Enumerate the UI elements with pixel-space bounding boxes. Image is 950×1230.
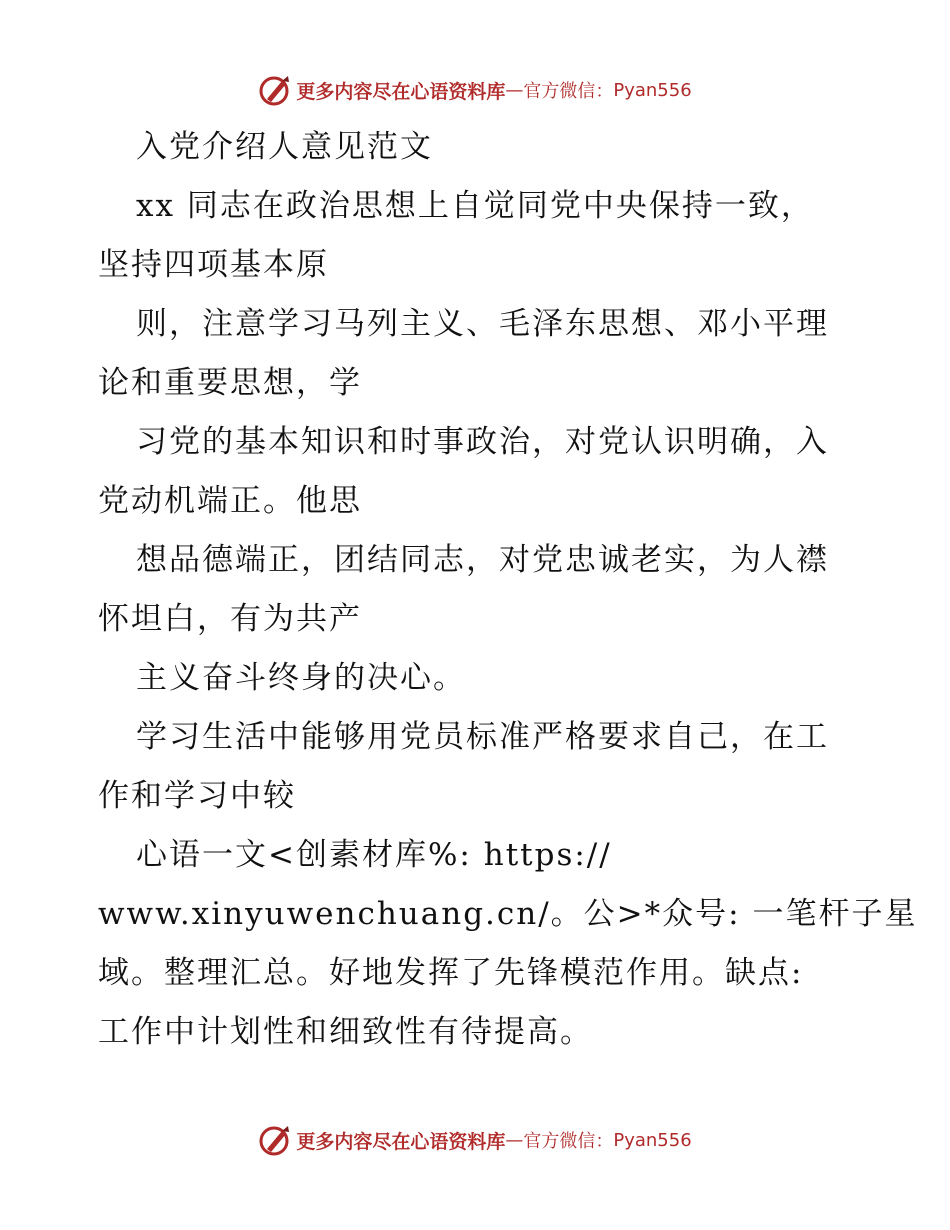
- text-line: www.xinyuwenchuang.cn/。公>*众号: 一笔杆子星: [98, 896, 918, 932]
- banner-dash: —: [505, 79, 524, 101]
- text-line: 域。整理汇总。好地发挥了先锋模范作用。缺点:: [98, 955, 804, 991]
- text-line: 论和重要思想，学: [98, 365, 362, 401]
- text-line: 党动机端正。他思: [98, 483, 362, 519]
- footer-banner: [0, 1120, 950, 1160]
- banner-wechat-id: Pyan556: [613, 79, 692, 101]
- banner-title: 更多内容尽在心语资料库: [296, 1130, 506, 1153]
- text-line: 工作中计划性和细致性有待提高。: [98, 1014, 593, 1050]
- text-line: 作和学习中较: [98, 778, 296, 814]
- banner-title: 更多内容尽在心语资料库: [296, 80, 506, 103]
- text-line: 怀坦白，有为共产: [98, 601, 362, 637]
- text-line: 则，注意学习马列主义、毛泽东思想、邓小平理: [136, 306, 829, 342]
- text-line: 心语一文<创素材库%: https://: [136, 837, 612, 873]
- document-body: [98, 118, 918, 1062]
- text-line: 坚持四项基本原: [98, 247, 329, 283]
- text-line: 学习生活中能够用党员标准严格要求自己，在工: [136, 719, 829, 755]
- banner-wechat-label: 官方微信：: [523, 81, 614, 102]
- pen-logo-icon: [258, 73, 292, 107]
- header-banner: [0, 70, 950, 110]
- text-line: xx 同志在政治思想上自觉同党中央保持一致，: [136, 188, 814, 224]
- banner-wechat-label: 官方微信：: [523, 1131, 614, 1152]
- text-line: 主义奋斗终身的决心。: [136, 660, 466, 696]
- text-line: 习党的基本知识和时事政治，对党认识明确，入: [136, 424, 829, 460]
- banner-dash: —: [505, 1129, 524, 1151]
- text-line: 想品德端正，团结同志，对党忠诚老实，为人襟: [136, 542, 829, 578]
- banner-wechat-id: Pyan556: [613, 1129, 692, 1151]
- document-title: 入党介绍人意见范文: [136, 129, 433, 165]
- pen-logo-icon: [258, 1123, 292, 1157]
